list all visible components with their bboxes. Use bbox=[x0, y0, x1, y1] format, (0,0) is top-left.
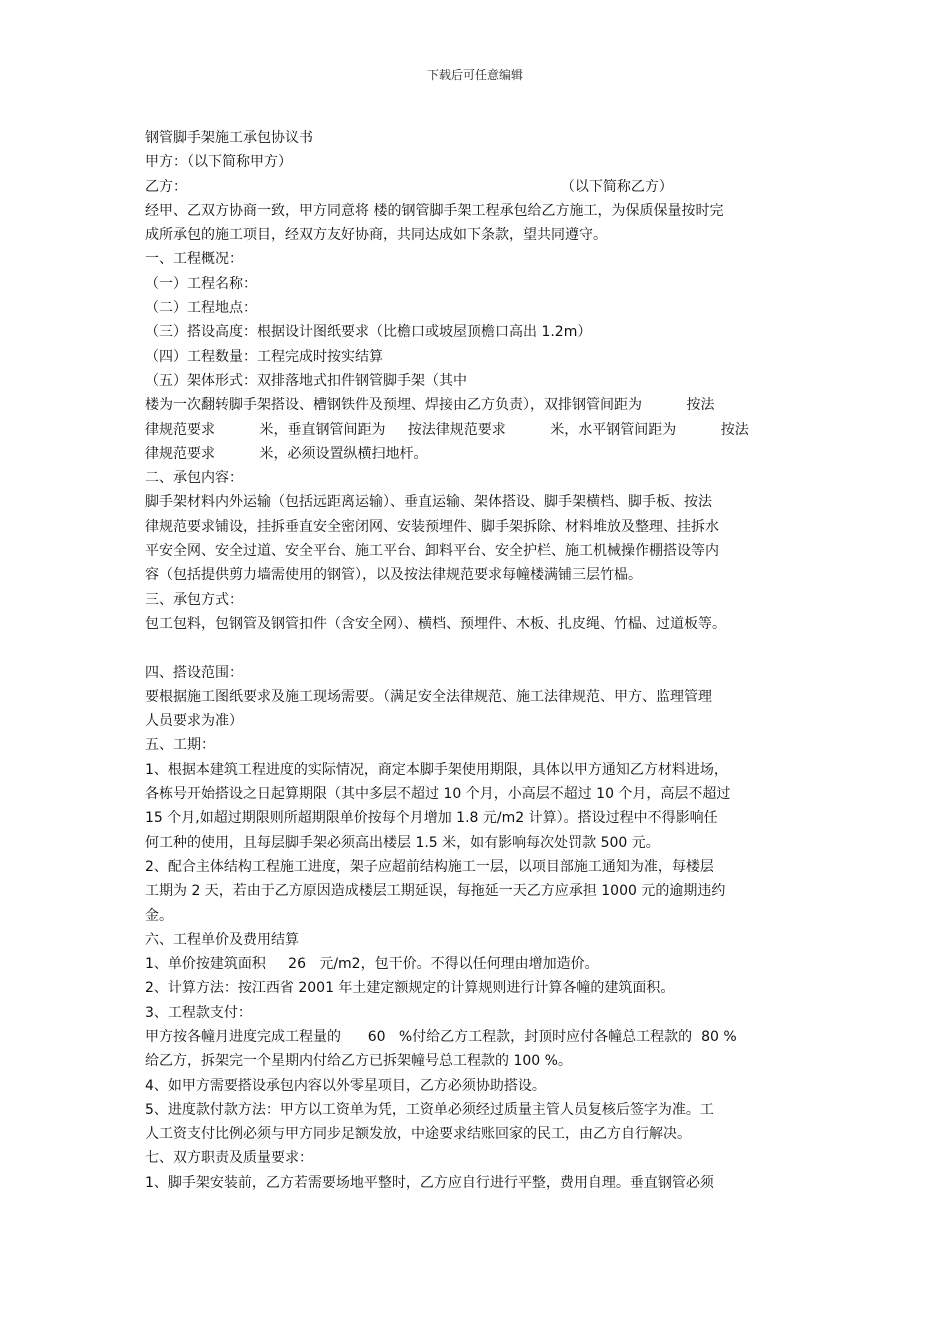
document-line: 律规范要求 米，垂直钢管间距为 按法律规范要求 米，水平钢管间距为 按法 bbox=[145, 421, 749, 438]
document-line: （五）架体形式：双排落地式扣件钢管脚手架（其中 bbox=[145, 372, 467, 389]
document-line: 4、如甲方需要搭设承包内容以外零星项目，乙方必须协助搭设。 bbox=[145, 1077, 546, 1094]
document-line: 乙方： （以下简称乙方） bbox=[145, 178, 673, 195]
document-line: 各栋号开始搭设之日起算期限（其中多层不超过 10 个月，小高层不超过 10 个月，高层不超过 bbox=[145, 786, 731, 803]
page-header: 下载后可任意编辑 bbox=[426, 68, 523, 82]
document-line: 一、工程概况： bbox=[145, 251, 243, 268]
document-line: 1、脚手架安装前，乙方若需要场地平整时，乙方应自行进行平整，费用自理。垂直钢管必须 bbox=[145, 1174, 714, 1191]
document-line: 五、工期： bbox=[145, 737, 215, 754]
document-line: 平安全网、安全过道、安全平台、施工平台、卸料平台、安全护栏、施工机械操作棚搭设等内 bbox=[145, 543, 719, 560]
document-line: 律规范要求铺设，挂拆垂直安全密闭网、安装预埋件、脚手架拆除、材料堆放及整理、挂拆水 bbox=[145, 518, 719, 535]
document-line: 15 个月,如超过期限则所超期限单价按每个月增加 1.8 元/m2 计算）。搭设过程中不得影响任 bbox=[145, 810, 718, 827]
document-line: 人工资支付比例必须与甲方同步足额发放，中途要求结账回家的民工，由乙方自行解决。 bbox=[145, 1126, 691, 1143]
document-line: 成所承包的施工项目，经双方友好协商，共同达成如下条款，望共同遵守。 bbox=[145, 227, 607, 244]
document-line: 何工种的使用，且每层脚手架必须高出楼层 1.5 米，如有影响每次处罚款 500 元。 bbox=[145, 834, 660, 851]
document-line: 楼为一次翻转脚手架搭设、槽钢铁件及预埋、焊接由乙方负责），双排钢管间距为 按法 bbox=[145, 397, 715, 414]
document-line: 工期为 2 天，若由于乙方原因造成楼层工期延误，每拖延一天乙方应承担 1000 元的逾期违约 bbox=[145, 883, 726, 900]
document-line: 四、搭设范围： bbox=[145, 664, 243, 681]
document-line: 5、进度款付款方法：甲方以工资单为凭，工资单必须经过质量主管人员复核后签字为准。工 bbox=[145, 1101, 714, 1118]
document-line: 1、单价按建筑面积 26 元/m2，包干价。不得以任何理由增加造价。 bbox=[145, 956, 599, 973]
document-line: 容（包括提供剪力墙需使用的钢管），以及按法律规范要求每幢楼满铺三层竹榀。 bbox=[145, 567, 642, 584]
document-line: 经甲、乙双方协商一致，甲方同意将 楼的钢管脚手架工程承包给乙方施工，为保质保量按时完 bbox=[145, 202, 724, 219]
document-line: 脚手架材料内外运输（包括远距离运输）、垂直运输、架体搭设、脚手架横档、脚手板、按法 bbox=[145, 494, 712, 511]
document-line: 3、工程款支付： bbox=[145, 1004, 252, 1021]
document-line: （二）工程地点： bbox=[145, 300, 257, 317]
document-line: 七、双方职责及质量要求： bbox=[145, 1150, 313, 1167]
blank-line bbox=[145, 636, 815, 660]
document-line: 三、承包方式： bbox=[145, 591, 243, 608]
document-line: 给乙方，拆架完一个星期内付给乙方已拆架幢号总工程款的 100 %。 bbox=[145, 1053, 572, 1070]
document-line: 金。 bbox=[145, 907, 173, 924]
document-line: 包工包料，包钢管及钢管扣件（含安全网）、横档、预埋件、木板、扎皮绳、竹榀、过道板等。 bbox=[145, 615, 726, 632]
document-line: 甲方：（以下简称甲方） bbox=[145, 154, 292, 171]
document-line: （三）搭设高度：根据设计图纸要求（比檐口或坡屋顶檐口高出 1.2m） bbox=[145, 324, 592, 341]
document-line: （四）工程数量：工程完成时按实结算 bbox=[145, 348, 383, 365]
document-line: 甲方按各幢月进度完成工程量的 60 %付给乙方工程款，封顶时应付各幢总工程款的 80 % bbox=[145, 1028, 737, 1045]
document-line: （一）工程名称： bbox=[145, 275, 257, 292]
document-line: 要根据施工图纸要求及施工现场需要。（满足安全法律规范、施工法律规范、甲方、监理管理 bbox=[145, 688, 712, 705]
document-line: 人员要求为准） bbox=[145, 713, 243, 730]
document-line: 二、承包内容： bbox=[145, 470, 243, 487]
document-line: 六、工程单价及费用结算 bbox=[145, 931, 299, 948]
document-line: 2、计算方法：按江西省 2001 年土建定额规定的计算规则进行计算各幢的建筑面积。 bbox=[145, 980, 675, 997]
document-line: 律规范要求 米，必须设置纵横扫地杆。 bbox=[145, 445, 428, 462]
document-line: 1、根据本建筑工程进度的实际情况，商定本脚手架使用期限，具体以甲方通知乙方材料进场， bbox=[145, 761, 728, 778]
document-title: 钢管脚手架施工承包协议书 bbox=[145, 130, 313, 146]
document-line: 2、配合主体结构工程施工进度，架子应超前结构施工一层，以项目部施工通知为准，每楼层 bbox=[145, 858, 714, 875]
document-body bbox=[145, 126, 815, 1195]
